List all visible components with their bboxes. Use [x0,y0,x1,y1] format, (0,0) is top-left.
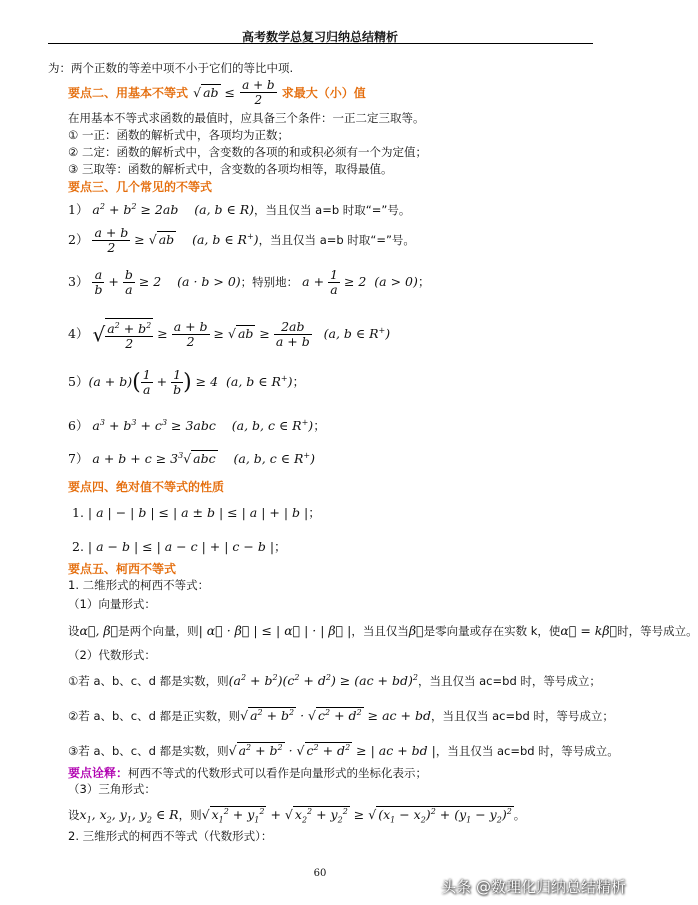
text-line: ② 二定：函数的解析式中，含变数的各项的和或积必须有一个为定值； [68,145,427,159]
inequality-3: 3） $\frac{a}{b}$ + $\frac{b}{a}$ ≥ 2 (a · b > 0)；特别地： a + $\frac{1}{a}$ ≥ 2 (a > 0)； [68,267,431,297]
section-heading-5: 要点五、柯西不等式 [68,562,177,576]
text-line: 1. 二维形式的柯西不等式： [68,578,210,592]
watermark: 头条 @数理化归纳总结精析 [441,878,626,896]
text-line: （3）三角形式： [68,782,156,796]
text-line: ① 一正：函数的解析式中，各项均为正数； [68,128,289,142]
inequality-6: 6） $a^3 + b^3 + c^3 \ge 3abc$ (a, b, c ∈ R+)； [68,417,326,433]
text-line: （1）向量形式： [68,597,156,611]
text-line: 为：两个正数的等差中项不小于它们的等比中项. [48,61,294,75]
section-heading-3: 要点三、几个常见的不等式 [68,180,213,194]
text-line: 2. 三维形式的柯西不等式（代数形式）： [68,829,273,843]
cauchy-algebraic-1: ①若 a、b、c、d 都是实数，则$(a^2 + b^2)(c^2 + d^2) \ge (ac + bd)^2$，当且仅当 ac=bd 时，等号成立； [68,672,601,688]
inequality-1: 1） $a^2 + b^2 \ge 2ab$ (a, b ∈ R)，当且仅当 a=b 时取“=”号。 [68,201,411,217]
inequality-2: 2） $\frac{a + b}{2}$ ≥ √ ab (a, b ∈ R+)，当且仅当 a=b 时取“=”号。 [68,225,415,255]
section-heading-4: 要点四、绝对值不等式的性质 [68,480,225,494]
header-rule [48,43,593,44]
inequality-7: 7） $a + b + c \ge 3^3√$ abc (a, b, c ∈ R+) [68,450,315,466]
abs-property-1: 1. | a | − | b | ≤ | a ± b | ≤ | a | + | b |； [72,505,321,520]
cauchy-algebraic-3: ③若 a、b、c、d 都是实数，则√ $a^2 + b^2$ · √ $c^2 + d^2$ ≥ | ac + bd |，当且仅当 ac=bd 时，等号成立。 [68,742,619,758]
abs-property-2: 2. | a − b | ≤ | a − c | + | c − b |； [72,539,287,554]
text-line: 在用基本不等式求函数的最值时，应具备三个条件：一正二定三取等。 [68,111,425,125]
cauchy-vector-form: 设α⃗, β⃗是两个向量，则| α⃗ · β⃗ | ≤ | α⃗ | · | β⃗ |，当且仅当β⃗是零向量或存在实数 k，使α⃗ = kβ⃗时，等号成立。 [68,623,698,638]
cauchy-algebraic-2: ②若 a、b、c、d 都是正实数，则√ $a^2 + b^2$ · √ $c^2 + d^2$ ≥ ac + bd，当且仅当 ac=bd 时，等号成立； [68,707,614,723]
text-line: ③ 三取等：函数的解析式中，含变数的各项均相等，取得最值。 [68,162,393,176]
page-header: 高考数学总复习归纳总结精析 [241,30,398,44]
text-line: （2）代数形式： [68,648,156,662]
inequality-4: 4） √ $\frac{a^2 + b^2}{2}$ ≥ $\frac{a + b}{2}$ ≥ √ ab ≥ $\frac{2ab}{a + b}$ (a, b ∈ R+) [68,319,391,352]
cauchy-triangle-form: 设$x_1$, $x_2$, $y_1$, $y_2$ ∈ R，则√ $x_1^2 + y_1^2$ + √ $x_2^2 + y_2^2$ ≥ √ $(x_1 - x_2)^2 + (y_1 - y_2)^2$ 。 [68,806,526,825]
key-note: 要点诠释：柯西不等式的代数形式可以看作是向量形式的坐标化表示； [68,766,428,780]
inequality-5: 5）(a + b)( $\frac{1}{a}$ + $\frac{1}{b}$ ) ≥ 4 (a, b ∈ R+)； [68,367,305,397]
page-number: 60 [313,868,327,879]
section-heading-2: 要点二、用基本不等式 √ ab ≤ $\frac{a + b}{2}$ 求最大（小）值 [68,78,366,107]
